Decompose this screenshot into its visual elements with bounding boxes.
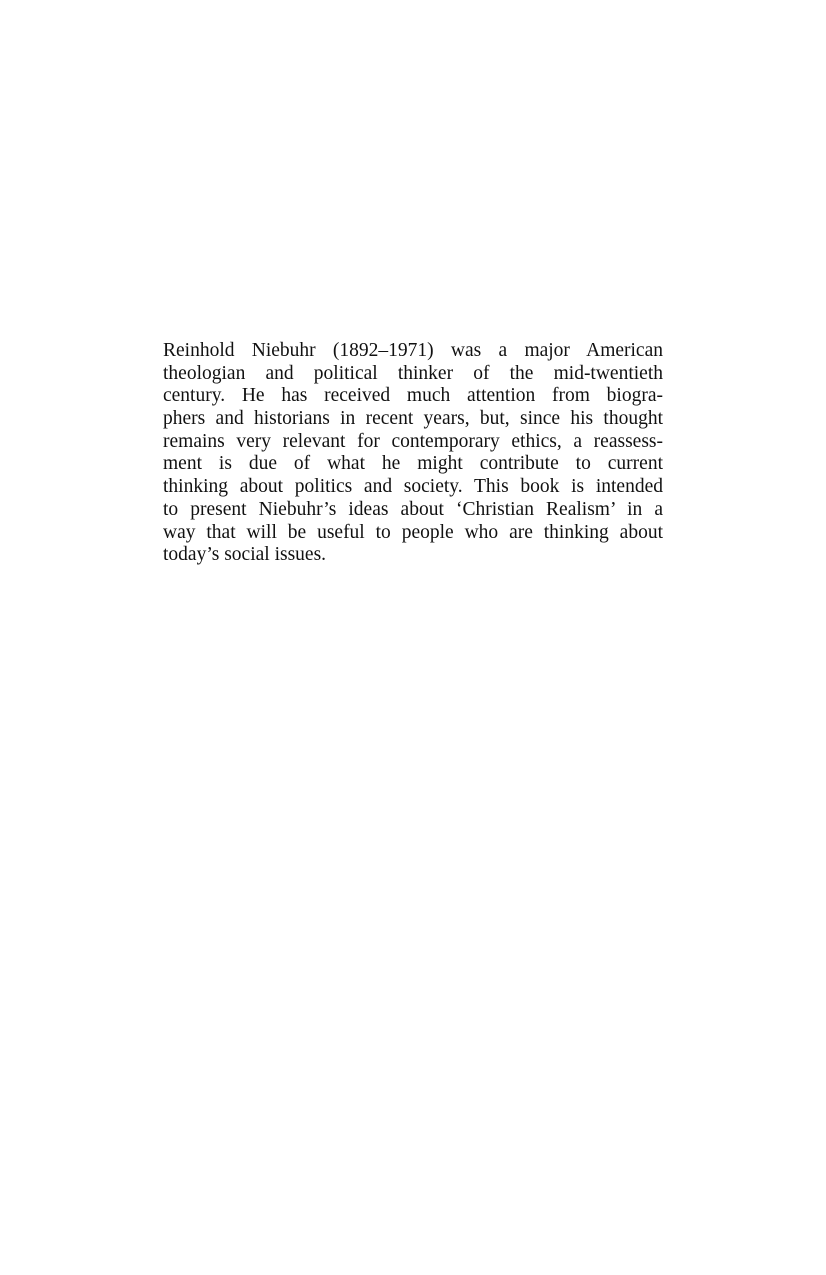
text-line: phers and historians in recent years, but, since his thought (163, 408, 663, 430)
text-line: theologian and political thinker of the mid-twentieth (163, 362, 663, 384)
text-line: ment is due of what he might contribute to current (163, 453, 663, 475)
text-line: thinking about politics and society. This book is intended (163, 476, 663, 498)
text-line: today’s social issues. (163, 544, 327, 566)
book-description (163, 340, 663, 567)
text-line: way that will be useful to people who are thinking about (163, 521, 663, 543)
text-line: to present Niebuhr’s ideas about ‘Christian Realism’ in a (163, 498, 663, 520)
text-line: Reinhold Niebuhr (1892–1971) was a major American (163, 340, 663, 361)
text-line: remains very relevant for contemporary ethics, a reassess- (163, 430, 663, 452)
text-line: century. He has received much attention from biogra- (163, 385, 663, 407)
